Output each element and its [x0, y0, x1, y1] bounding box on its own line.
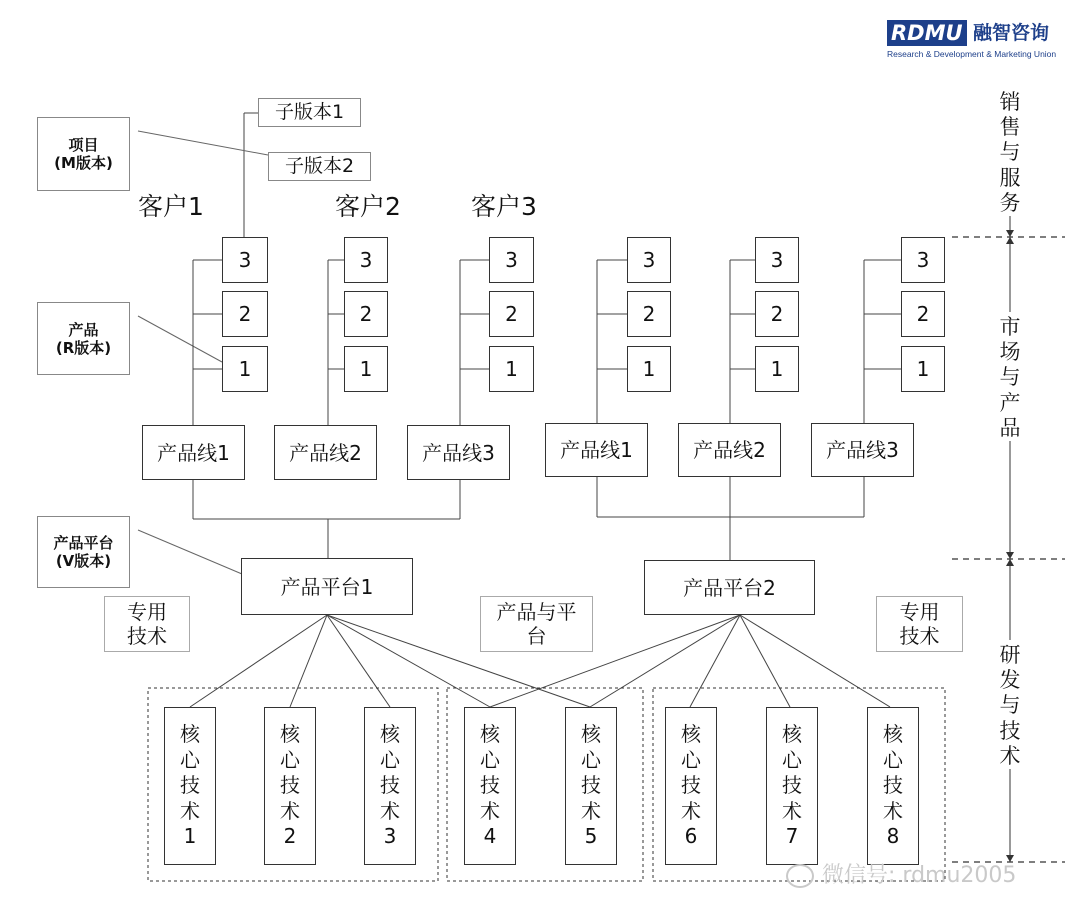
version-box: 1 [344, 346, 388, 392]
product-platform-1: 产品平台1 [241, 558, 413, 615]
version-box: 1 [489, 346, 534, 392]
version-box: 2 [344, 291, 388, 337]
version-box: 1 [222, 346, 268, 392]
version-box: 2 [755, 291, 799, 337]
product-line-right-1: 产品线1 [545, 423, 648, 477]
version-box: 3 [901, 237, 945, 283]
core-tech-2: 核 心 技 术 2 [264, 707, 316, 865]
customer-label-3: 客户3 [471, 192, 537, 221]
customer-label-1: 客户1 [138, 192, 204, 221]
version-box: 2 [489, 291, 534, 337]
product-and-platform-label: 产品与平 台 [480, 596, 593, 652]
product-line-left-3: 产品线3 [407, 425, 510, 480]
product-line-right-3: 产品线3 [811, 423, 914, 477]
core-tech-6: 核 心 技 术 6 [665, 707, 717, 865]
product-line-left-2: 产品线2 [274, 425, 377, 480]
version-box: 1 [901, 346, 945, 392]
side-label-rd-tech: 研发与技术 [997, 643, 1023, 769]
product-platform-2: 产品平台2 [644, 560, 815, 615]
level-label-platform: 产品平台 (V版本) [37, 516, 130, 588]
version-box: 2 [901, 291, 945, 337]
version-box: 3 [627, 237, 671, 283]
version-box: 3 [222, 237, 268, 283]
core-tech-1: 核 心 技 术 1 [164, 707, 216, 865]
special-tech-right: 专用 技术 [876, 596, 963, 652]
version-box: 1 [755, 346, 799, 392]
customer-label-2: 客户2 [335, 192, 401, 221]
company-logo [885, 20, 1065, 64]
core-tech-5: 核 心 技 术 5 [565, 707, 617, 865]
level-label-project: 项目 (M版本) [37, 117, 130, 191]
logo-chinese-name: 融智咨询 [973, 22, 1050, 44]
logo-mark: RDMU [887, 20, 967, 46]
product-line-left-1: 产品线1 [142, 425, 245, 480]
watermark-text: 微信号: rdmu2005 [822, 863, 1017, 888]
core-tech-8: 核 心 技 术 8 [867, 707, 919, 865]
core-tech-7: 核 心 技 术 7 [766, 707, 818, 865]
version-box: 1 [627, 346, 671, 392]
core-tech-4: 核 心 技 术 4 [464, 707, 516, 865]
wechat-icon [786, 864, 814, 888]
wechat-watermark [786, 858, 1016, 889]
core-tech-3: 核 心 技 术 3 [364, 707, 416, 865]
sub-version-1: 子版本1 [258, 98, 361, 127]
side-label-market-product: 市场与产品 [997, 315, 1023, 441]
special-tech-left: 专用 技术 [104, 596, 190, 652]
side-label-sales-service: 销售与服务 [997, 90, 1023, 216]
sub-version-2: 子版本2 [268, 152, 371, 181]
product-line-right-2: 产品线2 [678, 423, 781, 477]
version-box: 3 [344, 237, 388, 283]
logo-tagline: Research & Development & Marketing Union [887, 49, 1057, 59]
level-label-product: 产品 (R版本) [37, 302, 130, 375]
version-box: 2 [222, 291, 268, 337]
version-box: 3 [489, 237, 534, 283]
version-box: 3 [755, 237, 799, 283]
version-box: 2 [627, 291, 671, 337]
